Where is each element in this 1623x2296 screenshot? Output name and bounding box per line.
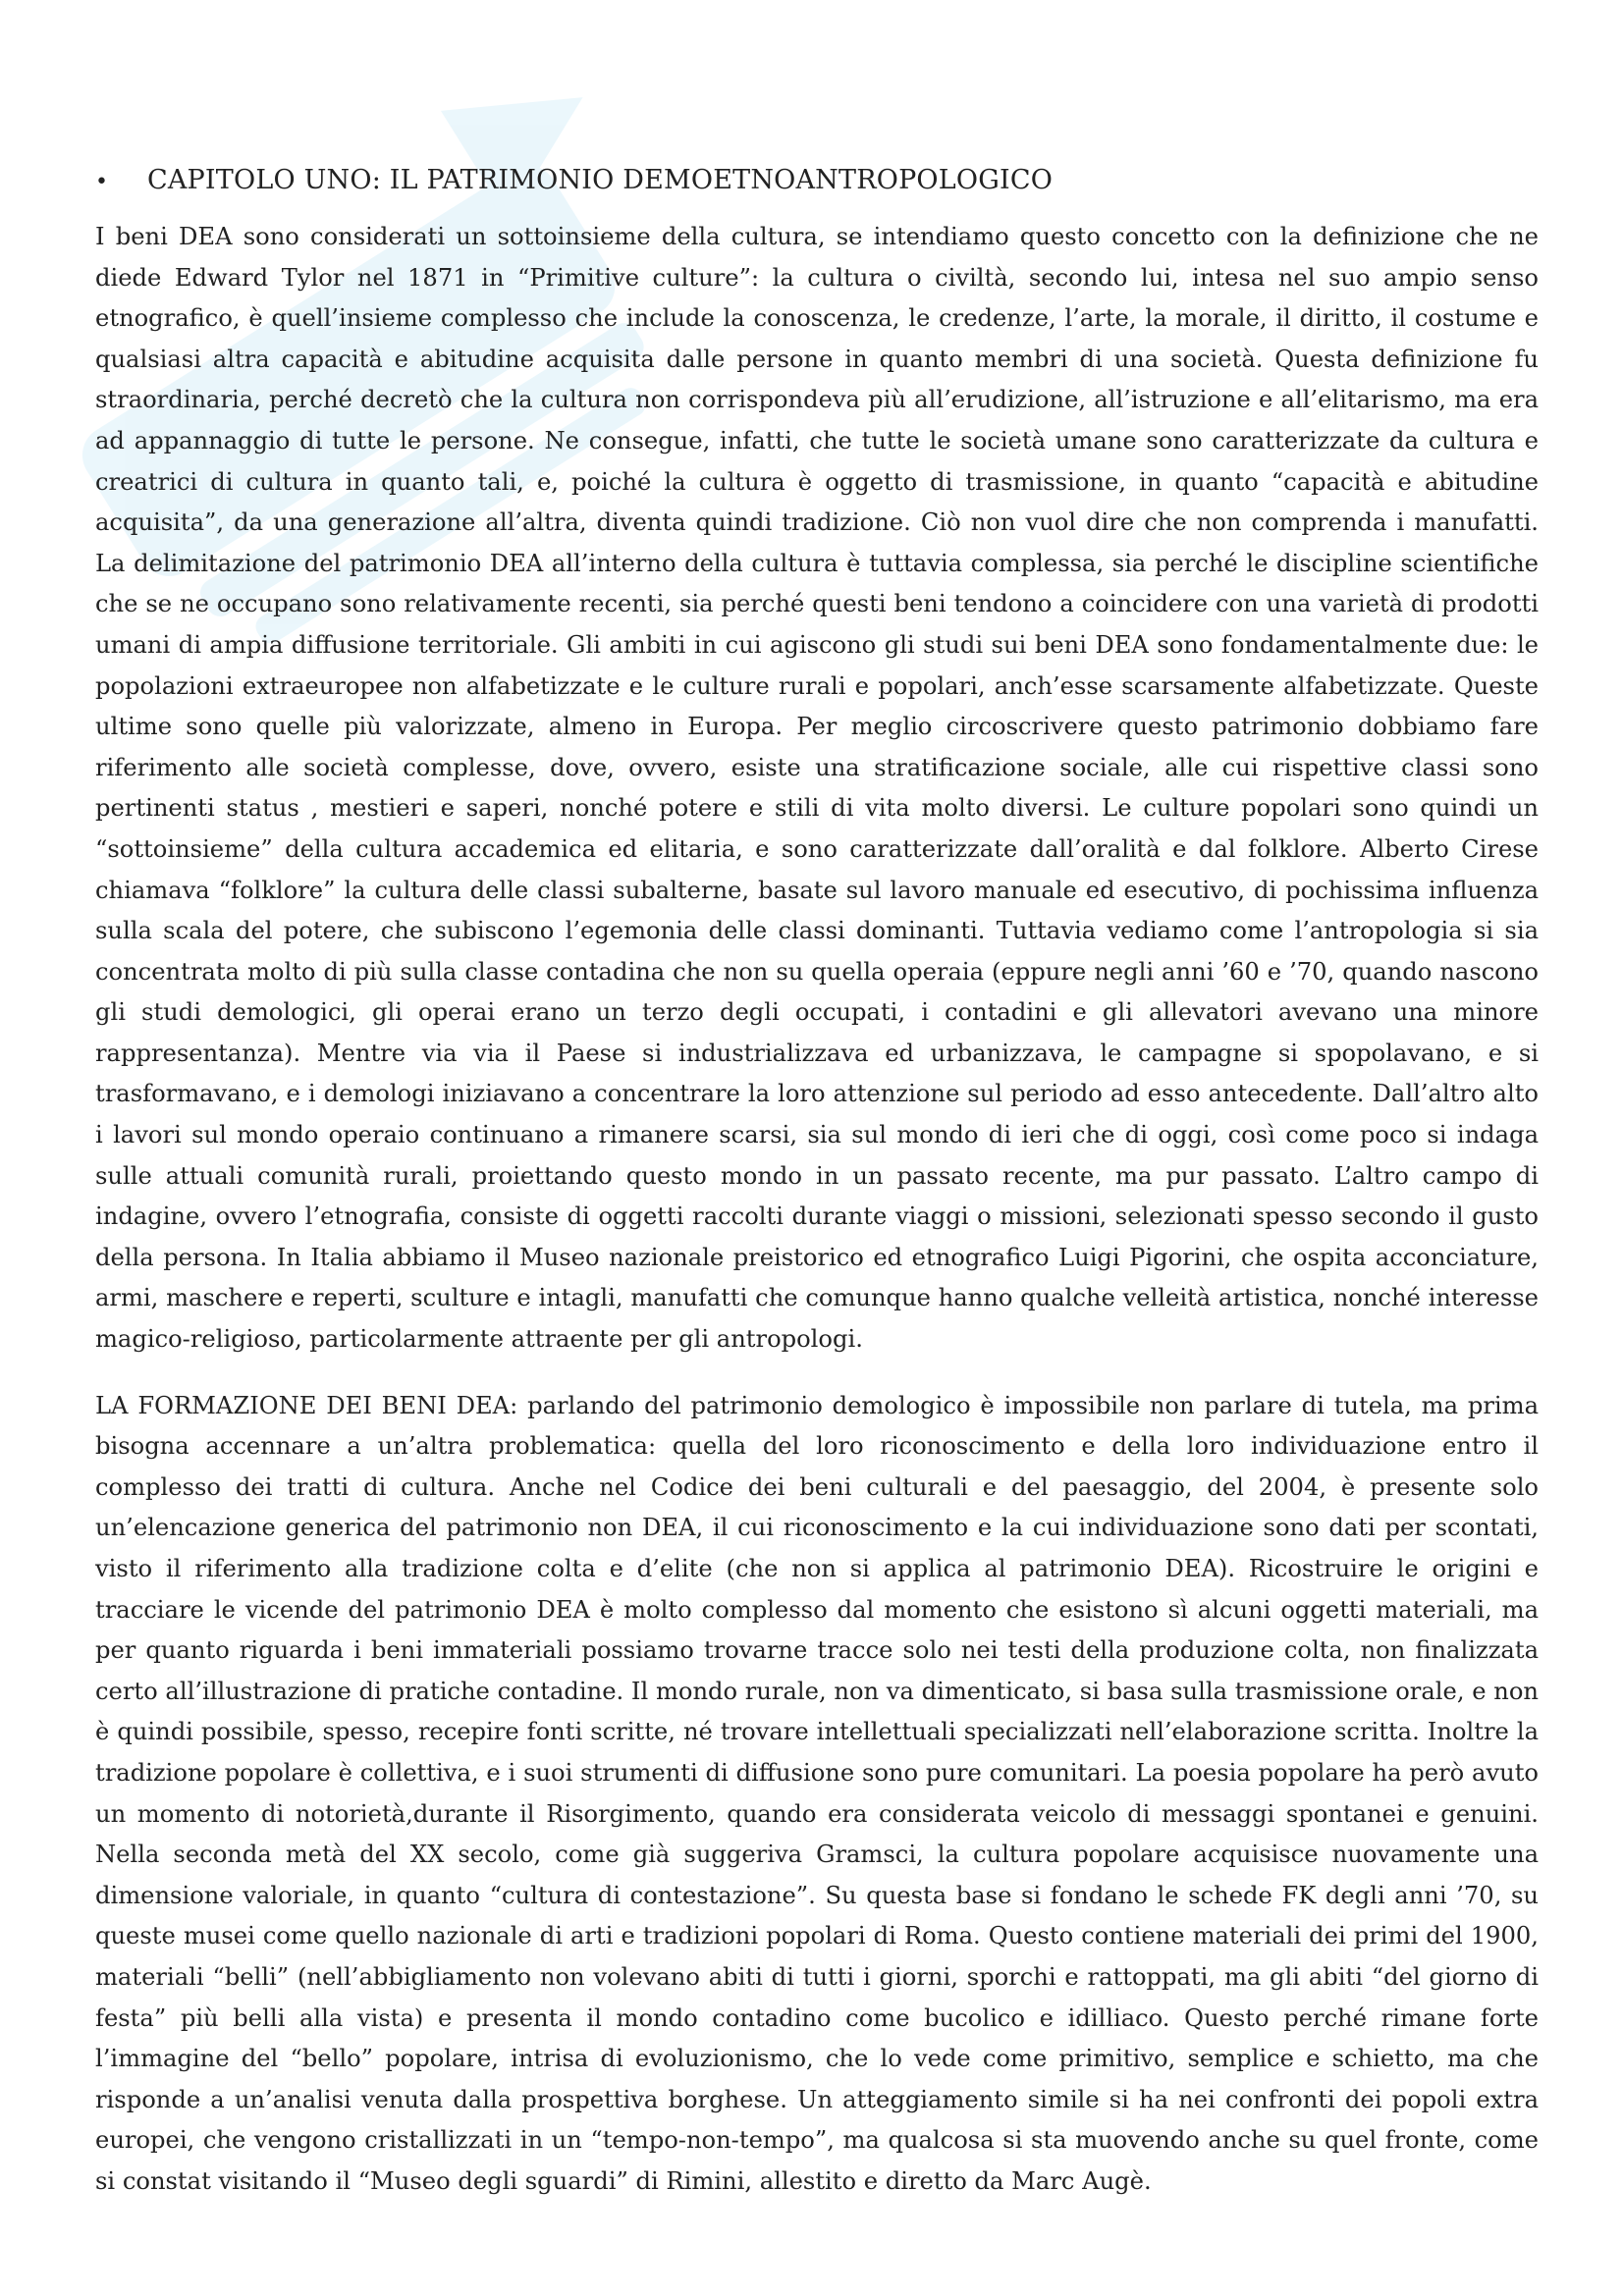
document-content	[95, 165, 1539, 2203]
chapter-title: CAPITOLO UNO: IL PATRIMONIO DEMOETNOANTROPOLOGICO	[147, 165, 1054, 195]
bullet-icon: •	[95, 170, 109, 194]
chapter-heading	[95, 165, 1539, 195]
paragraph-2: LA FORMAZIONE DEI BENI DEA: parlando del patrimonio demologico è impossibile non parlare di tutela, ma prima bisogna accennare a un’altra problematica: quella del loro riconoscimento e della loro individuazione entro il complesso dei tratti di cultura. Anche nel Codice dei beni culturali e del paesaggio, del 2004, è presente solo un’elencazione generica del patrimonio non DEA, il cui riconoscimento e la cui individuazione sono dati per scontati, visto il riferimento alla tradizione colta e d’elite (che non si applica al patrimonio DEA). Ricostruire le origini e tracciare le vicende del patrimonio DEA è molto complesso dal momento che esistono sì alcuni oggetti materiali, ma per quanto riguarda i beni immateriali possiamo trovarne tracce solo nei testi della produzione colta, non finalizzata certo all’illustrazione di pratiche contadine. Il mondo rurale, non va dimenticato, si basa sulla trasmissione orale, e non è quindi possibile, spesso, recepire fonti scritte, né trovare intellettuali specializzati nell’elaborazione scritta. Inoltre la tradizione popolare è collettiva, e i suoi strumenti di diffusione sono pure comunitari. La poesia popolare ha però avuto un momento di notorietà,durante il Risorgimento, quando era considerata veicolo di messaggi spontanei e genuini. Nella seconda metà del XX secolo, come già suggeriva Gramsci, la cultura popolare acquisisce nuovamente una dimensione valoriale, in quanto “cultura di contestazione”. Su questa base si fondano le schede FK degli anni ’70, su queste musei come quello nazionale di arti e tradizioni popolari di Roma. Questo contiene materiali dei primi del 1900, materiali “belli” (nell’abbigliamento non volevano abiti di tutti i giorni, sporchi e rattoppati, ma gli abiti “del giorno di festa” più belli alla vista) e presenta il mondo contadino come bucolico e idilliaco. Questo perché rimane forte l’immagine del “bello” popolare, intrisa di evoluzionismo, che lo vede come primitivo, semplice e schietto, ma che risponde a un’analisi venuta dalla prospettiva borghese. Un atteggiamento simile si ha nei confronti dei popoli extra europei, che vengono cristallizzati in un “tempo-non-tempo”, ma qualcosa si sta muovendo anche su quel fronte, come si constat visitando il “Museo degli sguardi” di Rimini, allestito e diretto da Marc Augè.	[95, 1391, 1539, 2195]
paragraph-1: I beni DEA sono considerati un sottoinsieme della cultura, se intendiamo questo concetto con la definizione che ne diede Edward Tylor nel 1871 in “Primitive culture”: la cultura o civiltà, secondo lui, intesa nel suo ampio senso etnografico, è quell’insieme complesso che include la conoscenza, le credenze, l’arte, la morale, il diritto, il costume e qualsiasi altra capacità e abitudine acquisita dalle persone in quanto membri di una società. Questa definizione fu straordinaria, perché decretò che la cultura non corrispondeva più all’erudizione, all’istruzione e all’elitarismo, ma era ad appannaggio di tutte le persone. Ne consegue, infatti, che tutte le società umane sono caratterizzate da cultura e creatrici di cultura in quanto tali, e, poiché la cultura è oggetto di trasmissione, in quanto “capacità e abitudine acquisita”, da una generazione all’altra, diventa quindi tradizione. Ciò non vuol dire che non comprenda i manufatti. La delimitazione del patrimonio DEA all’interno della cultura è tuttavia complessa, sia perché le discipline scientifiche che se ne occupano sono relativamente recenti, sia perché questi beni tendono a coincidere con una varietà di prodotti umani di ampia diffusione territoriale. Gli ambiti in cui agiscono gli studi sui beni DEA sono fondamentalmente due: le popolazioni extraeuropee non alfabetizzate e le culture rurali e popolari, anch’esse scarsamente alfabetizzate. Queste ultime sono quelle più valorizzate, almeno in Europa. Per meglio circoscrivere questo patrimonio dobbiamo fare riferimento alle società complesse, dove, ovvero, esiste una stratificazione sociale, alle cui rispettive classi sono pertinenti status , mestieri e saperi, nonché potere e stili di vita molto diversi. Le culture popolari sono quindi un “sottoinsieme” della cultura accademica ed elitaria, e sono caratterizzate dall’oralità e dal folklore. Alberto Cirese chiamava “folklore” la cultura delle classi subalterne, basate sul lavoro manuale ed esecutivo, di pochissima influenza sulla scala del potere, che subiscono l’egemonia delle classi dominanti. Tuttavia vediamo come l’antropologia si sia concentrata molto di più sulla classe contadina che non su quella operaia (eppure negli anni ’60 e ’70, quando nascono gli studi demologici, gli operai erano un terzo degli occupati, i contadini e gli allevatori avevano una minore rappresentanza). Mentre via via il Paese si industrializzava ed urbanizzava, le campagne si spopolavano, e si trasformavano, e i demologi iniziavano a concentrare la loro attenzione sul periodo ad esso antecedente. Dall’altro alto i lavori sul mondo operaio continuano a rimanere scarsi, sia sul mondo di ieri che di oggi, così come poco si indaga sulle attuali comunità rurali, proiettando questo mondo in un passato recente, ma pur passato. L’altro campo di indagine, ovvero l’etnografia, consiste di oggetti raccolti durante viaggi o missioni, selezionati spesso secondo il gusto della persona. In Italia abbiamo il Museo nazionale preistorico ed etnografico Luigi Pigorini, che ospita acconciature, armi, maschere e reperti, sculture e intagli, manufatti che comunque hanno qualche velleità artistica, nonché interesse magico-religioso, particolarmente attraente per gli antropologi.	[95, 223, 1539, 1354]
